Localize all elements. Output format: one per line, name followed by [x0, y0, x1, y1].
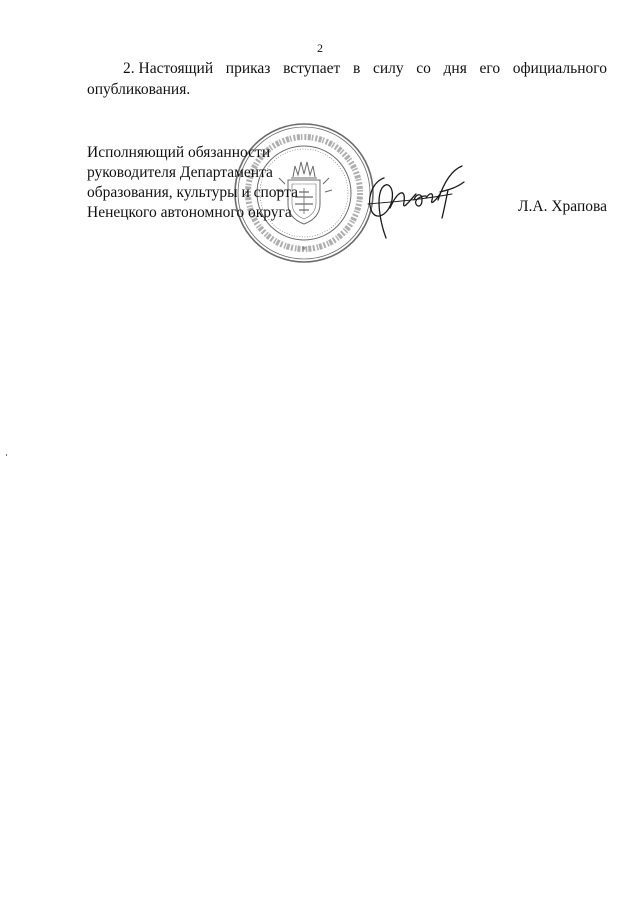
paragraph-line-2: опубликования.	[87, 81, 191, 98]
word: официального	[512, 60, 607, 77]
paragraph-line-1	[87, 58, 607, 79]
word: приказ	[225, 60, 271, 77]
word: в	[352, 60, 361, 77]
paragraph-effective-date	[87, 58, 607, 100]
word: вступает	[283, 60, 341, 77]
page-number: 2	[317, 41, 323, 55]
word: его	[479, 60, 501, 77]
position-line: Ненецкого автономного округа	[87, 204, 292, 221]
word: силу	[372, 60, 404, 77]
position-line: руководителя Департамента	[87, 164, 273, 181]
signer-name: Л.А. Храпова	[518, 198, 607, 215]
signatory-position	[87, 143, 347, 223]
scan-artifact	[6, 454, 7, 456]
svg-text:*: *	[301, 245, 307, 256]
word: 2. Настоящий	[123, 60, 214, 77]
position-line: Исполняющий обязанности	[87, 144, 271, 161]
handwritten-signature-icon	[360, 160, 470, 242]
word: дня	[443, 60, 467, 77]
position-line: образования, культуры и спорта	[87, 184, 298, 201]
word: со	[416, 60, 431, 77]
